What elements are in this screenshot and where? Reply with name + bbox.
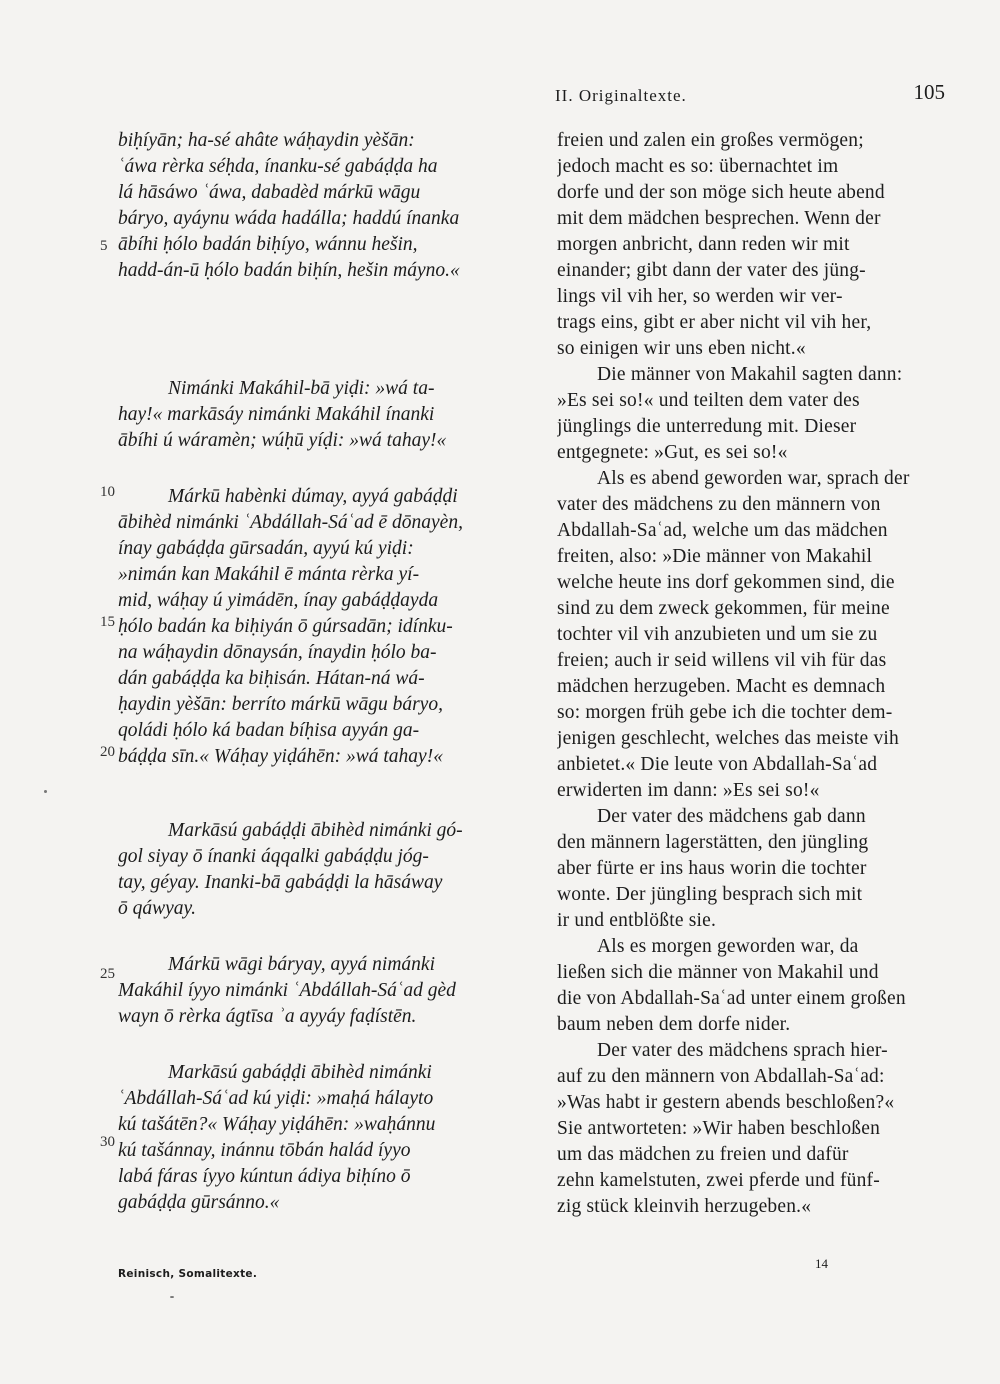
text-line: qoládi ḥólo ká badan bíḥisa ayyán ga- — [118, 720, 420, 741]
text-line: sind zu dem zweck gekommen, für meine — [557, 598, 890, 619]
text-line: gol siyay ō ínanki áqqalki gabáḍḍu jóg- — [118, 846, 429, 867]
text-line: einander; gibt dann der vater des jüng- — [557, 260, 866, 281]
text-line: kú tašátēn?« Wáḥay yiḍáhēn: »waḥánnu — [118, 1114, 436, 1135]
text-line: baum neben dem dorfe nider. — [557, 1014, 791, 1035]
text-line: Makáhil íyyo nimánki ʿAbdállah-Sáʿad gèd — [118, 980, 456, 1001]
text-line: »nimán kan Makáhil ē mánta rèrka yí- — [118, 564, 420, 585]
line-number: 20 — [100, 744, 115, 760]
text-line: Der vater des mädchens sprach hier- — [597, 1040, 888, 1061]
text-line: ʿAbdállah-Sáʿad kú yiḍi: »maḥá hálayto — [118, 1088, 434, 1109]
line-number: 15 — [100, 614, 115, 630]
text-line: freien und zalen ein großes vermögen; — [557, 130, 864, 151]
text-line: entgegnete: »Gut, es sei so!« — [557, 442, 788, 463]
paragraph — [118, 376, 536, 454]
text-line: die von Abdallah-Saʿad unter einem großen — [557, 988, 906, 1009]
text-line: den männern lagerstätten, den jüngling — [557, 832, 869, 853]
text-line: so: morgen früh gebe ich die tochter dem- — [557, 702, 893, 723]
sheet-number: 14 — [815, 1256, 828, 1271]
text-line: ir und entblößte sie. — [557, 910, 717, 931]
text-line: trags eins, gibt er aber nicht vil vih her, — [557, 312, 872, 333]
text-line: tay, géyay. Inanki-bā gabáḍḍi la hāsáway — [118, 872, 443, 893]
text-line: freien; auch ir seid willens vil vih für das — [557, 650, 887, 671]
text-line: ābíhi ḥólo badán biḥíyo, wánnu hešin, — [118, 234, 418, 255]
text-line: so einigen wir uns eben nicht.« — [557, 338, 806, 359]
text-line: ʿáwa rèrka séḥda, ínanku-sé gabáḍḍa ha — [118, 156, 438, 177]
text-line: »Was habt ir gestern abends beschloßen?« — [557, 1092, 895, 1113]
line-number: 5 — [100, 238, 108, 254]
text-line: ḥaydin yèšān: berríto márkū wāgu báryo, — [118, 694, 443, 715]
text-line: um das mädchen zu freien und dafür — [557, 1144, 849, 1165]
text-line: báryo, ayáynu wáda hadálla; haddú ínanka — [118, 208, 460, 229]
page-header — [100, 80, 960, 110]
paragraph — [557, 466, 954, 804]
text-line: aber fürte er ins haus worin die tochter — [557, 858, 867, 879]
text-line: Markāsú gabáḍḍi ābihèd nimánki gó- — [168, 820, 463, 841]
paragraph — [118, 484, 536, 770]
paragraph — [118, 818, 536, 922]
paragraph — [118, 128, 536, 284]
text-line: ließen sich die männer von Makahil und — [557, 962, 879, 983]
line-number: 10 — [100, 484, 115, 500]
text-line: mit dem mädchen besprechen. Wenn der — [557, 208, 881, 229]
text-line: mid, wáḥay ú yimádēn, ínay gabáḍḍayda — [118, 590, 439, 611]
text-line: Der vater des mädchens gab dann — [597, 806, 866, 827]
somali-text-column — [118, 128, 536, 1216]
text-line: Die männer von Makahil sagten dann: — [597, 364, 903, 385]
text-line: jünglings die unterredung mit. Dieser — [557, 416, 857, 437]
text-line: vater des mädchens zu den männern von — [557, 494, 881, 515]
text-line: auf zu den männern von Abdallah-Saʿad: — [557, 1066, 885, 1087]
text-line: ābihèd nimánki ʿAbdállah-Sáʿad ē dōnayèn, — [118, 512, 463, 533]
paragraph — [557, 128, 954, 362]
text-line: Abdallah-Saʿad, welche um das mädchen — [557, 520, 888, 541]
text-line: freiten, also: »Die männer von Makahil — [557, 546, 873, 567]
paragraph — [557, 804, 954, 934]
text-line: lings vil vih her, so werden wir ver- — [557, 286, 843, 307]
text-line: báḍḍa sīn.« Wáḥay yiḍáhēn: »wá tahay!« — [118, 746, 443, 767]
text-line: ḥólo badán ka biḥiyán ō gúrsadān; idínku- — [118, 616, 453, 637]
text-line: Márkū wāgi báryay, ayyá nimánki — [168, 954, 435, 975]
paragraph — [118, 1060, 536, 1216]
paragraph — [557, 362, 954, 466]
text-line: Als es abend geworden war, sprach der — [597, 468, 910, 489]
text-line: »Es sei so!« und teilten dem vater des — [557, 390, 860, 411]
text-line: ō qáwyay. — [118, 898, 196, 919]
running-head: II. Originaltexte. — [555, 86, 687, 105]
text-line: dorfe und der son möge sich heute abend — [557, 182, 885, 203]
text-line: biḥíyān; ha-sé ahâte wáḥaydin yèšān: — [118, 130, 415, 151]
line-number: 30 — [100, 1134, 115, 1150]
text-line: ínay gabáḍḍa gūrsadán, ayyú kú yiḍi: — [118, 538, 414, 559]
text-line: morgen anbricht, dann reden wir mit — [557, 234, 850, 255]
german-translation-column — [557, 128, 954, 1220]
line-number: 25 — [100, 966, 115, 982]
ink-speck — [170, 1296, 174, 1298]
printer-signature: Reinisch, Somalitexte. — [118, 1268, 258, 1280]
text-line: kú tašánnay, inánnu tōbán halád íyyo — [118, 1140, 411, 1161]
text-line: mädchen herzugeben. Macht es demnach — [557, 676, 886, 697]
text-line: Nimánki Makáhil-bā yiḍi: »wá ta- — [168, 378, 435, 399]
text-line: wonte. Der jüngling besprach sich mit — [557, 884, 863, 905]
text-line: zehn kamelstuten, zwei pferde und fünf- — [557, 1170, 880, 1191]
text-line: anbietet.« Die leute von Abdallah-Saʿad — [557, 754, 878, 775]
text-line: labá fáras íyyo kúntun ádiya biḥíno ō — [118, 1166, 411, 1187]
text-line: Sie antworteten: »Wir haben beschloßen — [557, 1118, 881, 1139]
paragraph — [557, 934, 954, 1038]
text-line: gabáḍḍa gūrsánno.« — [118, 1192, 280, 1213]
ink-speck — [44, 790, 47, 793]
page-number: 105 — [913, 80, 945, 104]
text-line: Als es morgen geworden war, da — [597, 936, 859, 957]
text-line: na wáḥaydin dōnaysán, ínaydin ḥólo ba- — [118, 642, 437, 663]
text-line: tochter vil vih anzubieten und um sie zu — [557, 624, 878, 645]
text-line: welche heute ins dorf gekommen sind, die — [557, 572, 895, 593]
text-line: jedoch macht es so: übernachtet im — [557, 156, 839, 177]
text-line: zig stück kleinvih herzugeben.« — [557, 1196, 812, 1217]
text-line: hay!« markāsáy nimánki Makáhil ínanki — [118, 404, 435, 425]
text-line: dán gabáḍḍa ka biḥisán. Hátan-ná wá- — [118, 668, 425, 689]
paragraph — [557, 1038, 954, 1220]
text-line: Markāsú gabáḍḍi ābihèd nimánki — [168, 1062, 432, 1083]
text-line: Márkū habènki dúmay, ayyá gabáḍḍi — [168, 486, 458, 507]
text-line: ābíhi ú wáramèn; wúḥū yíḍi: »wá tahay!« — [118, 430, 447, 451]
text-line: lá hāsáwo ʿáwa, dabadèd márkū wāgu — [118, 182, 421, 203]
text-line: erwiderten im dann: »Es sei so!« — [557, 780, 820, 801]
paragraph — [118, 952, 536, 1030]
text-line: wayn ō rèrka ágtīsa ʾa ayyáy faḍístēn. — [118, 1006, 417, 1027]
text-line: jenigen geschlecht, welches das meiste vih — [557, 728, 899, 749]
text-line: hadd-án-ū ḥólo badán biḥín, hešin máyno.« — [118, 260, 460, 281]
